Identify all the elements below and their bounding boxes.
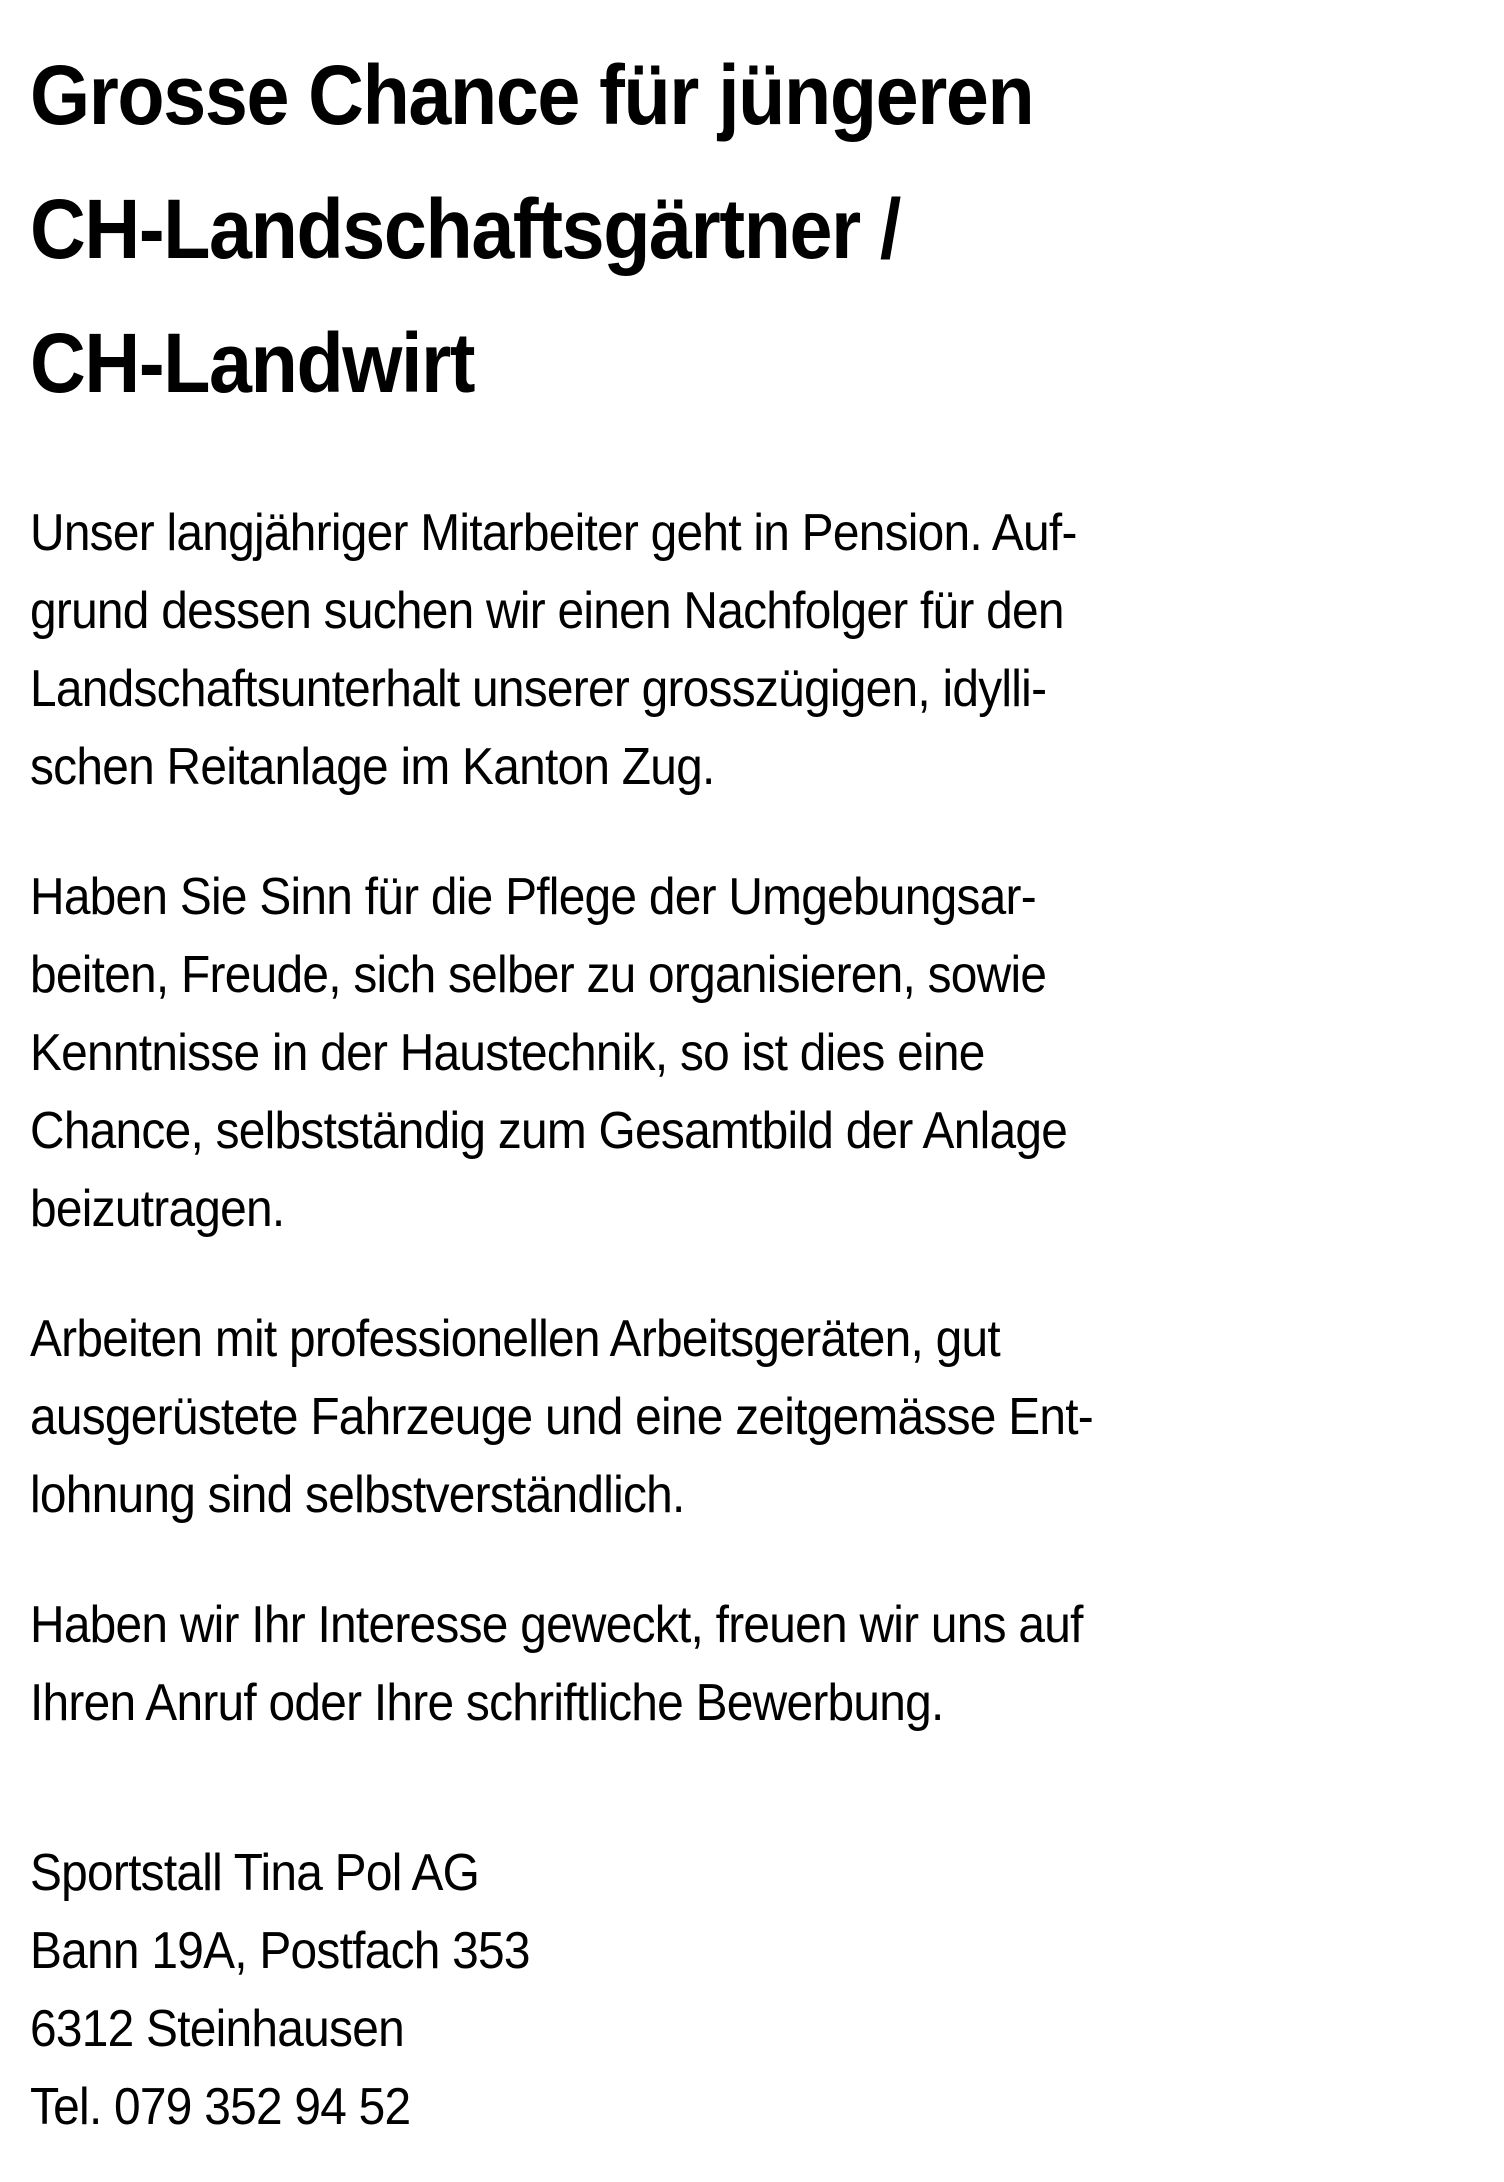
benefits-paragraph: [30, 1300, 1504, 1534]
phone-number: Tel. 079 352 94 52: [30, 2078, 411, 2136]
text-line: Landschaftsunterhalt unserer grosszügigen, idylli-: [30, 660, 1047, 718]
city-address: 6312 Steinhausen: [30, 2000, 404, 2058]
text-line: Chance, selbstständig zum Gesamtbild der Anlage: [30, 1102, 1068, 1160]
text-line: Ihren Anruf oder Ihre schriftliche Bewerbung.: [30, 1674, 944, 1732]
requirements-paragraph: [30, 858, 1504, 1248]
job-title-line: Grosse Chance für jüngeren: [30, 48, 1034, 142]
company-name: Sportstall Tina Pol AG: [30, 1844, 480, 1902]
text-line: beiten, Freude, sich selber zu organisieren, sowie: [30, 946, 1047, 1004]
contact-address: [30, 1834, 1504, 2146]
job-title: [30, 28, 1504, 430]
call-to-action-paragraph: [30, 1586, 1504, 1742]
text-line: ausgerüstete Fahrzeuge und eine zeitgemässe Ent-: [30, 1388, 1094, 1446]
intro-paragraph: [30, 494, 1504, 806]
text-line: lohnung sind selbstverständlich.: [30, 1466, 685, 1524]
street-address: Bann 19A, Postfach 353: [30, 1922, 530, 1980]
text-line: Haben Sie Sinn für die Pflege der Umgebungsar-: [30, 868, 1036, 926]
text-line: Arbeiten mit professionellen Arbeitsgeräten, gut: [30, 1310, 1000, 1368]
text-line: schen Reitanlage im Kanton Zug.: [30, 738, 715, 796]
job-title-line: CH-Landschaftsgärtner /: [30, 182, 901, 276]
text-line: Haben wir Ihr Interesse geweckt, freuen wir uns auf: [30, 1596, 1083, 1654]
text-line: grund dessen suchen wir einen Nachfolger für den: [30, 582, 1064, 640]
text-line: Unser langjähriger Mitarbeiter geht in Pension. Auf-: [30, 504, 1077, 562]
text-line: Kenntnisse in der Haustechnik, so ist dies eine: [30, 1024, 985, 1082]
job-title-line: CH-Landwirt: [30, 316, 475, 410]
text-line: beizutragen.: [30, 1180, 285, 1238]
